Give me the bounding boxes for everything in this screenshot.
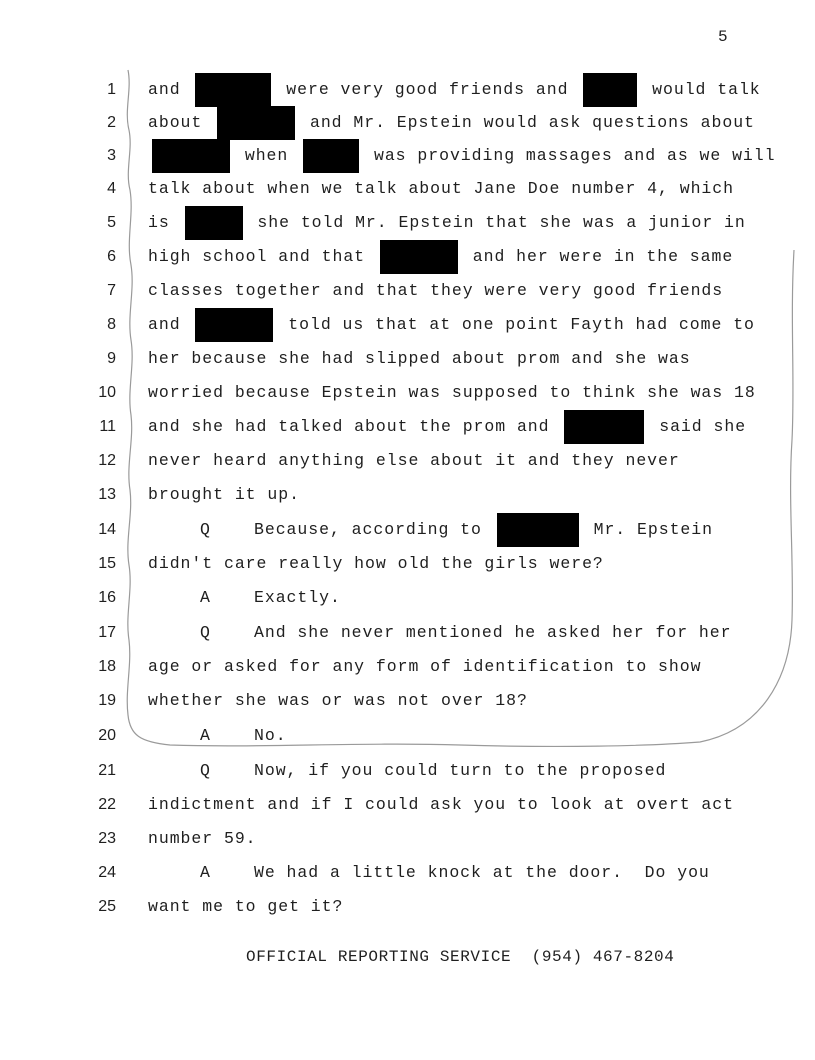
line-number: 5 [107,214,116,231]
line-number: 12 [98,452,116,469]
text-segment: never heard anything else about it and they never [148,451,680,470]
text-segment: were very good friends and [275,80,580,99]
line-number: 11 [99,418,116,435]
line-number: 1 [107,81,116,98]
text-segment: is [148,213,181,232]
line-number: 20 [98,727,116,744]
question-marker: Q [200,761,210,780]
answer-marker: A [200,588,210,607]
text-segment: her because she had slipped about prom and she was [148,349,691,368]
line-number: 7 [107,282,116,299]
line-number: 10 [98,384,116,401]
text-segment: talk about when we talk about Jane Doe number 4, which [148,179,734,198]
text-segment: about [148,113,214,132]
line-number: 21 [98,762,116,779]
line-number: 3 [107,147,116,164]
line-number: 16 [98,589,116,606]
text-segment: Now, if you could turn to the proposed [254,761,667,780]
answer-marker: A [200,726,210,745]
text-segment: Mr. Epstein [582,520,713,539]
text-segment: told us that at one point Fayth had come to [277,315,755,334]
text-segment: classes together and that they were very good friends [148,281,724,300]
text-segment: And she never mentioned he asked her for her [254,623,732,642]
footer-reporting-service: OFFICIAL REPORTING SERVICE (954) 467-8204 [246,948,675,966]
text-segment: didn't care really how old the girls were? [148,554,604,573]
text-segment: want me to get it? [148,897,344,916]
line-number: 25 [98,898,116,915]
text-segment: worried because Epstein was supposed to think she was 18 [148,383,756,402]
question-marker: Q [200,520,210,539]
text-segment: she told Mr. Epstein that she was a junior in [246,213,746,232]
text-segment: and [148,315,192,334]
text-segment: was providing massages and as we will [363,146,776,165]
line-number: 15 [98,555,116,572]
line-number: 18 [98,658,116,675]
text-segment: and she had talked about the prom and [148,417,561,436]
answer-marker: A [200,863,210,882]
text-segment: brought it up. [148,485,300,504]
text-segment: indictment and if I could ask you to look at overt act [148,795,734,814]
line-number: 17 [98,624,116,641]
line-number: 4 [107,180,116,197]
text-segment: No. [254,726,287,745]
line-number: 22 [98,796,116,813]
text-segment: would talk [641,80,761,99]
line-number: 2 [107,114,116,131]
text-segment: Exactly. [254,588,341,607]
text-segment: and her were in the same [461,247,734,266]
text-segment: said she [648,417,747,436]
text-segment: when [234,146,300,165]
line-number: 8 [107,316,116,333]
text-segment: Because, according to [254,520,493,539]
text-segment: We had a little knock at the door. Do you [254,863,710,882]
text-segment: number 59. [148,829,257,848]
text-segment: whether she was or was not over 18? [148,691,528,710]
text-segment: age or asked for any form of identification to show [148,657,702,676]
line-number: 9 [107,350,116,367]
text-segment: and Mr. Epstein would ask questions about [299,113,755,132]
line-number: 23 [98,830,116,847]
line-number: 6 [107,248,116,265]
line-number: 19 [98,692,116,709]
line-number: 13 [98,486,116,503]
text-segment: and [148,80,192,99]
question-marker: Q [200,623,210,642]
line-number: 14 [98,521,116,538]
page-number: 5 [718,28,728,46]
line-number: 24 [98,864,116,881]
text-segment: high school and that [148,247,376,266]
